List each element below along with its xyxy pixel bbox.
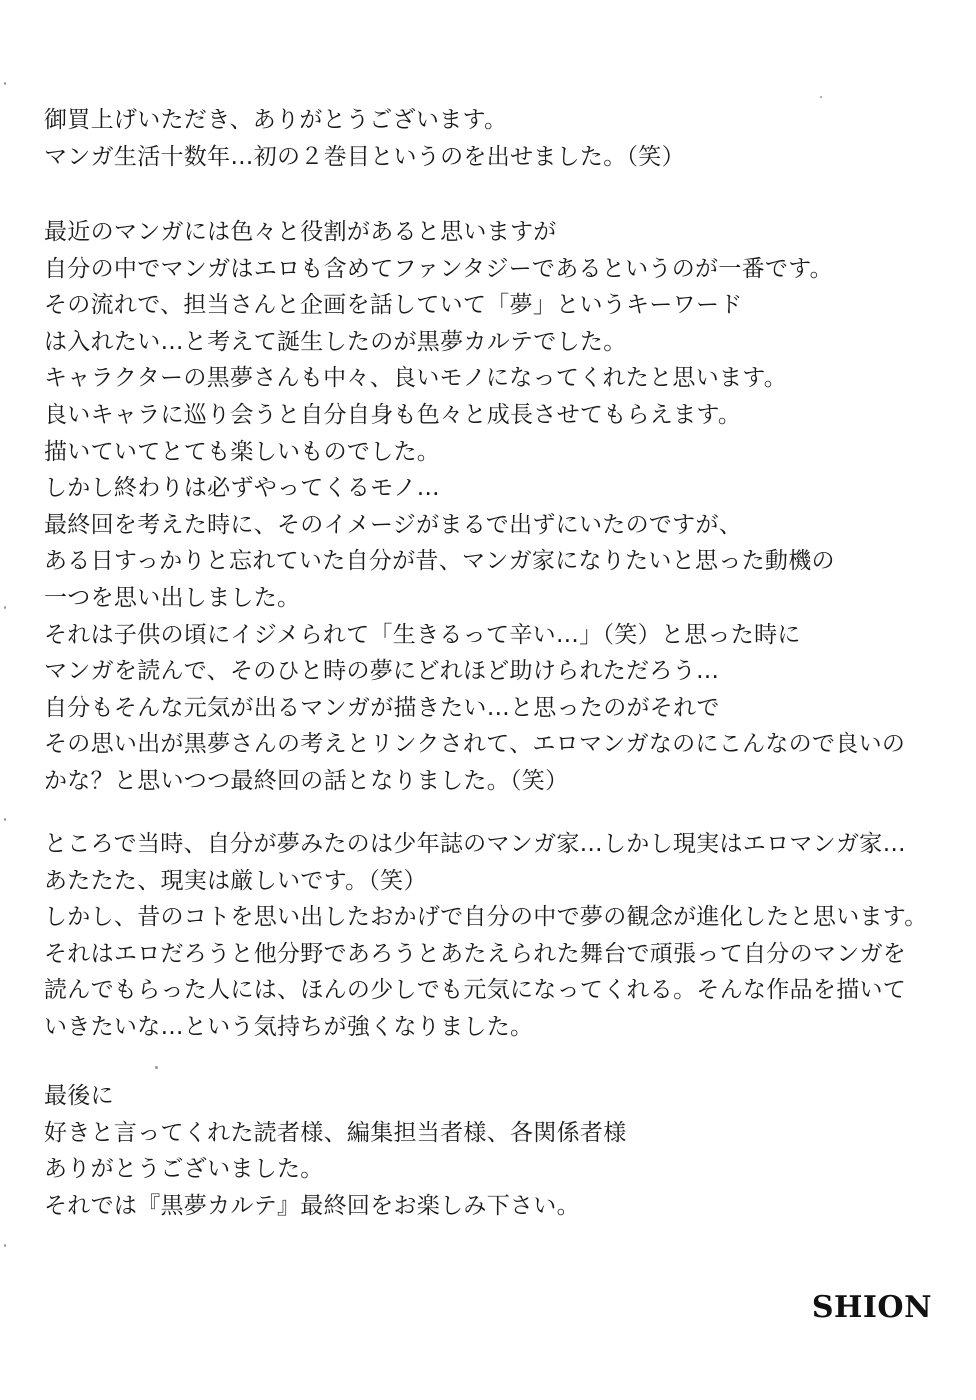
scan-speck	[4, 606, 6, 609]
text-line: キャラクターの黒夢さんも中々、良いモノになってくれたと思います。	[44, 365, 788, 391]
text-line: その流れで、担当さんと企画を話していて「夢」というキーワード	[44, 292, 743, 318]
text-line: マンガを読んで、そのひと時の夢にどれほど助けられただろう…	[44, 658, 720, 684]
text-line: は入れたい…と考えて誕生したのが黒夢カルテでした。	[44, 329, 627, 355]
scan-speck	[4, 82, 6, 85]
text-line: 最後に	[44, 1083, 114, 1109]
text-line: 自分もそんな元気が出るマンガが描きたい…と思ったのがそれで	[44, 695, 720, 721]
text-line: かな？と思いつつ最終回の話となりました。（笑）	[44, 768, 569, 794]
text-line: ところで当時、自分が夢みたのは少年誌のマンガ家…しかし現実はエロマンガ家…	[44, 831, 906, 857]
text-line: ある日すっかりと忘れていた自分が昔、マンガ家になりたいと思った動機の	[44, 548, 835, 574]
text-line: それはエロだろうと他分野であろうとあたえられた舞台で頑張って自分のマンガを	[44, 941, 907, 967]
text-line: マンガ生活十数年…初の２巻目というのを出せました。（笑）	[44, 144, 685, 170]
text-line: ありがとうございました。	[44, 1156, 324, 1182]
text-line: 読んでもらった人には、ほんの少しでも元気になってくれる。そんな作品を描いて	[44, 977, 907, 1003]
scan-speck	[4, 1244, 6, 1247]
scan-speck	[820, 96, 822, 98]
text-line: あたたた、現実は厳しいです。（笑）	[44, 868, 427, 894]
text-line: 一つを思い出しました。	[44, 585, 301, 611]
text-line: 描いていてとても楽しいものでした。	[44, 439, 441, 465]
text-line: 御買上げいただき、ありがとうございます。	[44, 107, 508, 133]
text-line: 好きと言ってくれた読者様、編集担当者様、各関係者様	[44, 1120, 627, 1146]
text-line: 最近のマンガには色々と役割があると思いますが	[44, 219, 557, 245]
scan-speck	[155, 1066, 158, 1069]
author-signature: SHION	[811, 1290, 932, 1325]
text-line: 良いキャラに巡り会うと自分自身も色々と成長させてもらえます。	[44, 402, 742, 428]
text-line: それでは『黒夢カルテ』最終回をお楽しみ下さい。	[44, 1193, 580, 1219]
scan-speck	[4, 818, 6, 821]
text-line: しかし、昔のコトを思い出したおかげで自分の中で夢の観念が進化したと思います。	[44, 904, 928, 930]
text-line: それは子供の頃にイジメられて「生きるって辛い…」（笑）と思った時に	[44, 622, 801, 648]
text-line: 最終回を考えた時に、そのイメージがまるで出ずにいたのですが、	[44, 512, 743, 538]
text-line: その思い出が黒夢さんの考えとリンクされて、エロマンガなのにこんなので良いの	[44, 731, 906, 757]
text-line: しかし終わりは必ずやってくるモノ…	[44, 475, 440, 501]
text-line: 自分の中でマンガはエロも含めてファンタジーであるというのが一番です。	[44, 256, 833, 282]
text-line: いきたいな…という気持ちが強くなりました。	[44, 1014, 534, 1040]
